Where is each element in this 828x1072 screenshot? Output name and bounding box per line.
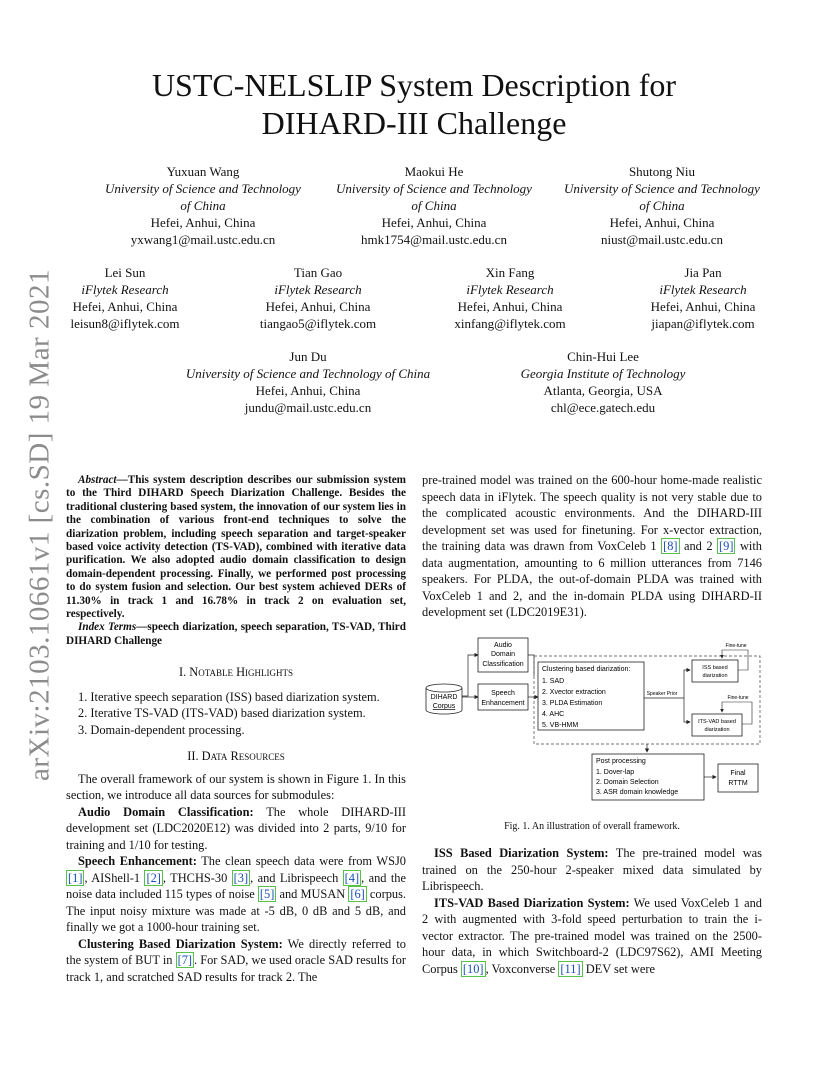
author-block (78, 163, 328, 248)
paragraph-text: and MUSAN (276, 887, 349, 902)
post-step: 2. Domain Selection (596, 779, 659, 786)
author-affiliation: of China (639, 198, 685, 213)
arxiv-stamp (18, 269, 62, 781)
paragraph-text: , THCHS-30 (162, 870, 232, 885)
right-column-top (422, 472, 762, 621)
author-email: xinfang@iflytek.com (454, 316, 566, 331)
arrow-connector (684, 698, 690, 722)
author-email: niust@mail.ustc.edu.cn (600, 232, 724, 247)
clustering-step: 3. PLDA Estimation (542, 700, 603, 707)
author-name: Xin Fang (485, 265, 535, 280)
paragraph-text: , AIShell-1 (84, 870, 145, 885)
itsvad-label: diarization (704, 727, 730, 733)
author-email: hmk1754@mail.ustc.edu.cn (361, 232, 507, 247)
author-name: Chin-Hui Lee (567, 349, 639, 364)
author-email: tiangao5@iflytek.com (259, 316, 377, 331)
paragraph-text: . For SAD, we used oracle SAD results for track 1, and scratched SAD results for track 2. The (66, 953, 406, 984)
iss-label: diarization (702, 673, 728, 679)
arxiv-stamp-text: arXiv:2103.10661v1 [cs.SD] 19 Mar 2021 (23, 269, 56, 781)
paragraph-clustering (66, 936, 406, 986)
citation-link[interactable]: [5] (259, 887, 275, 902)
author-location: Hefei, Anhui, China (255, 383, 361, 398)
author-block (309, 163, 559, 248)
author-block (498, 348, 708, 416)
title-line-2: DIHARD-III Challenge (261, 105, 567, 141)
paragraph-se (66, 853, 406, 936)
paragraph-text: The clean speech data were from WSJ0 (196, 854, 406, 869)
corpus-cylinder (426, 684, 462, 714)
author-affiliation: University of Science and Technology (564, 181, 760, 196)
citation-link[interactable]: [6] (350, 887, 365, 902)
author-name: Tian Gao (293, 265, 343, 280)
paragraph-cont (422, 472, 762, 621)
author-affiliation: Georgia Institute of Technology (520, 366, 686, 381)
paragraph-text: pre-trained model was trained on the 600-hour home-made realistic speech data in iFlytek. The speech quality is not very stable due to the complicated acoustic environments. And the DIHARD-III development set was used for finetuning. For x-vector extraction, the training data was drawn from VoxCeleb 1 (422, 473, 762, 553)
se-label: Speech (491, 690, 515, 697)
corpus-label: DIHARD (430, 694, 458, 701)
author-affiliation: iFlytek Research (274, 282, 362, 297)
paragraph-text: DEV set were (582, 961, 655, 976)
author-block (168, 348, 448, 416)
author-email: leisun8@iflytek.com (70, 316, 180, 331)
citation-link[interactable]: [2] (146, 870, 161, 885)
final-rttm-box (718, 764, 758, 792)
paper-title (60, 66, 768, 142)
clustering-step: 5. VB-HMM (542, 722, 579, 729)
arrow-connector (684, 670, 690, 698)
author-name: Maokui He (404, 164, 464, 179)
paragraph-label: Audio Domain Classification: (78, 804, 254, 819)
citation-link[interactable]: [1] (68, 870, 83, 885)
fine-tune-label: Fine-tune (727, 695, 749, 701)
author-affiliation: of China (411, 198, 457, 213)
author-email: jiapan@iflytek.com (651, 316, 755, 331)
adc-label: Domain (490, 651, 516, 658)
arrow-connector (462, 655, 478, 696)
paragraph-text: corpus. The input noisy mixture was made at -5 dB, 0 dB and 5 dB, and finally we got a 1000-hour training set. (66, 887, 407, 935)
left-column (66, 474, 406, 985)
adc-label: Classification (482, 661, 524, 668)
se-label: Enhancement (481, 700, 525, 707)
paragraph-label: ITS-VAD Based Diarization System: (434, 895, 630, 910)
author-email: yxwang1@mail.ustc.edu.cn (130, 232, 276, 247)
citation-link[interactable]: [8] (663, 539, 678, 553)
author-block (628, 264, 778, 332)
highlight-item: 3. Domain-dependent processing. (78, 722, 245, 737)
paragraph-text: , and Librispeech (250, 870, 343, 885)
paragraph-adc (66, 804, 406, 854)
citation-link[interactable]: [4] (344, 870, 360, 885)
author-name: Yuxuan Wang (166, 164, 240, 179)
citation-link[interactable]: [9] (719, 539, 734, 553)
paragraph-text: with data augmentation, amounting to 6 million utterances from 7146 speakers. For PLDA, the out-of-domain PLDA was trained with VoxCeleb 1 and 2, and the in-domain PLDA using DIHARD-II development set (LDC2019E31). (422, 539, 762, 619)
author-location: Hefei, Anhui, China (150, 215, 256, 230)
itsvad-label: ITS-VAD based (698, 719, 736, 725)
highlight-item: 2. Iterative TS-VAD (ITS-VAD) based diarization system. (78, 706, 366, 721)
author-location: Hefei, Anhui, China (72, 299, 178, 314)
paragraph-text: and 2 (679, 539, 718, 553)
author-block (50, 264, 200, 332)
citation-link[interactable]: [10] (462, 961, 484, 976)
author-location: Hefei, Anhui, China (457, 299, 563, 314)
paragraph-text: , and the noise data included 115 types of noise (66, 870, 406, 902)
clustering-step: 1. SAD (542, 678, 565, 685)
author-block (542, 163, 782, 248)
paragraph-text: We directly referred to the system of BUT in (66, 936, 406, 968)
iss-label: ISS based (702, 665, 728, 671)
citation-link[interactable]: [7] (177, 953, 193, 968)
author-block (240, 264, 396, 332)
paragraph-itsvad (422, 895, 762, 978)
abstract (66, 474, 406, 621)
section-heading-2: II. Data Resources (187, 749, 285, 764)
paragraph-text: , Voxconverse (485, 961, 559, 976)
paragraph-label: ISS Based Diarization System: (434, 846, 609, 860)
author-affiliation: University of Science and Technology of China (185, 366, 431, 381)
author-name: Jun Du (289, 349, 327, 364)
final-label: RTTM (728, 780, 748, 787)
fine-tune-label: Fine-tune (725, 643, 747, 649)
author-name: Jia Pan (684, 265, 722, 280)
abstract-label: Abstract (78, 474, 117, 486)
clustering-title: Clustering based diarization: (542, 666, 631, 673)
paragraph-text: We used VoxCeleb 1 and 2 with augmented with 3-fold speed perturbation to train the i-vector extractor. The pre-trained model was trained on the 2500-hour data, in which Switchboard-2 (LDC97S62), AMI Meeting Corpus (422, 895, 762, 976)
paragraph-text: The pre-trained model was trained on the 250-hour 2-speaker mixed data simulated by Librispeech. (422, 846, 762, 893)
paragraph-intro: The overall framework of our system is shown in Figure 1. In this section, we introduce all data sources for submodules: (66, 771, 406, 803)
author-affiliation: iFlytek Research (466, 282, 554, 297)
framework-figure (422, 636, 766, 804)
clustering-step: 2. Xvector extraction (542, 689, 606, 696)
arrow-connector (528, 655, 534, 676)
author-name: Shutong Niu (628, 164, 696, 179)
section-heading-1: I. Notable Highlights (178, 665, 294, 680)
author-block (432, 264, 588, 332)
author-affiliation: University of Science and Technology (105, 181, 301, 196)
author-affiliation: iFlytek Research (659, 282, 747, 297)
abstract-text: —This system description describes our submission system to the Third DIHARD Speech Diarization Challenge. Besides the traditional clustering based system, the innovation of our system lies in the combination of various front-end techniques to solve the diarization problem, including speech separation and target-speaker based voice activity detection (TS-VAD), combined with iterative data purification. We also adopted audio domain classification to design domain-dependent processing. Finally, we performed post processing to do system fusion and selection. Our best system achieved DERs of 11.30% in track 1 and 16.78% in track 2 on evaluation set, respectively. (66, 474, 406, 621)
author-email: chl@ece.gatech.edu (550, 400, 656, 415)
index-terms-label: Index Terms (78, 621, 137, 634)
author-location: Hefei, Anhui, China (609, 215, 715, 230)
author-location: Atlanta, Georgia, USA (543, 383, 663, 398)
citation-link[interactable]: [3] (233, 870, 249, 885)
speaker-prior-label: Speaker Prior (646, 691, 678, 697)
index-terms (66, 621, 406, 648)
author-location: Hefei, Anhui, China (265, 299, 371, 314)
clustering-step: 4. AHC (542, 711, 565, 718)
post-step: 1. Dover-lap (596, 769, 635, 776)
corpus-label: Corpus (432, 703, 456, 710)
index-terms-text: —speech diarization, speech separation, TS-VAD, Third DIHARD Challenge (66, 621, 406, 647)
paragraph-label: Clustering Based Diarization System: (78, 936, 283, 951)
author-location: Hefei, Anhui, China (650, 299, 756, 314)
author-affiliation: iFlytek Research (81, 282, 169, 297)
adc-label: Audio (494, 642, 512, 649)
highlight-item: 1. Iterative speech separation (ISS) based diarization system. (78, 689, 380, 704)
final-label: Final (730, 770, 746, 777)
post-step: 3. ASR domain knowledge (596, 789, 679, 796)
citation-link[interactable]: [11] (560, 961, 581, 976)
paragraph-label: Speech Enhancement: (78, 854, 197, 869)
title-line-1: USTC-NELSLIP System Description for (151, 67, 677, 103)
figure-caption: Fig. 1. An illustration of overall framework. (504, 821, 680, 832)
paragraph-text: The whole DIHARD-III development set (LDC2020E12) was divided into 2 parts, 9/10 for training and 1/10 for testing. (66, 804, 406, 852)
author-email: jundu@mail.ustc.edu.cn (244, 400, 372, 415)
author-affiliation: of China (180, 198, 226, 213)
author-name: Lei Sun (104, 265, 146, 280)
paragraph-iss (422, 845, 762, 895)
author-location: Hefei, Anhui, China (381, 215, 487, 230)
right-column-bottom (422, 845, 762, 977)
post-title: Post processing (596, 758, 646, 765)
author-affiliation: University of Science and Technology (336, 181, 532, 196)
